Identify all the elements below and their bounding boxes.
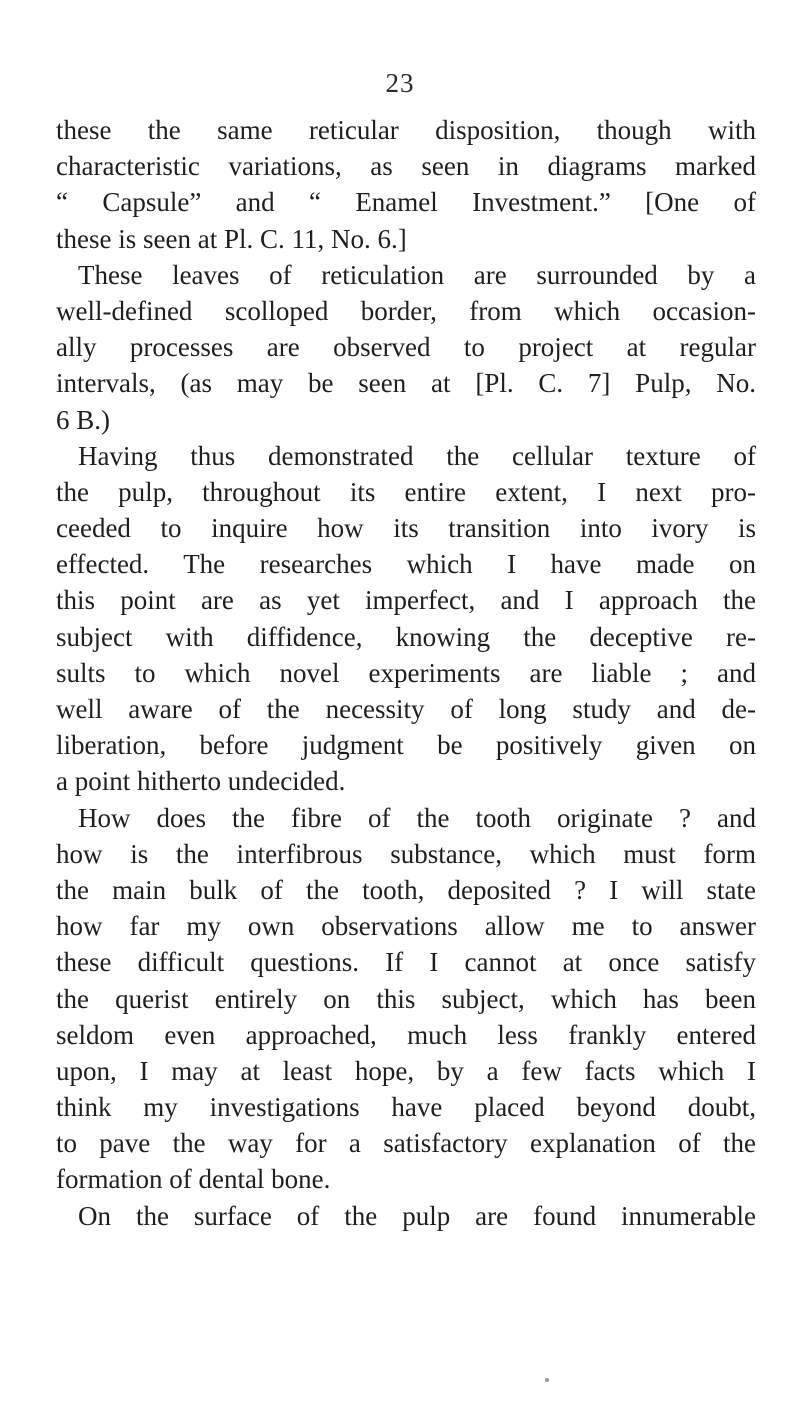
text-line: this point are as yet imperfect, and I approach the <box>56 585 756 616</box>
text-line: seldom even approached, much less frankly entered <box>56 1019 756 1050</box>
text-line: ceeded to inquire how its transition into ivory is <box>56 513 756 544</box>
text-line: these is seen at Pl. C. 11, No. 6.] <box>56 223 407 254</box>
text-line: These leaves of reticulation are surrounded by a <box>78 259 756 290</box>
text-line: subject with diffidence, knowing the deceptive re- <box>56 621 756 652</box>
text-line: how far my own observations allow me to answer <box>56 911 756 942</box>
text-line: “ Capsule” and “ Enamel Investment.” [One of <box>56 187 756 218</box>
text-line: sults to which novel experiments are liable ; and <box>56 657 756 688</box>
text-line: On the surface of the pulp are found innumerable <box>78 1200 756 1231</box>
text-line: these difficult questions. If I cannot at once satisfy <box>56 947 756 978</box>
text-line: intervals, (as may be seen at [Pl. C. 7] Pulp, No. <box>56 368 756 399</box>
text-line: formation of dental bone. <box>56 1164 331 1195</box>
text-line: think my investigations have placed beyond doubt, <box>56 1092 756 1123</box>
text-line: upon, I may at least hope, by a few facts which I <box>56 1055 756 1086</box>
print-speck <box>545 1378 549 1382</box>
text-line: the querist entirely on this subject, which has been <box>56 983 756 1014</box>
text-line: these the same reticular disposition, though with <box>56 115 756 145</box>
text-line: how is the interfibrous substance, which must form <box>56 838 756 869</box>
text-line: effected. The researches which I have made on <box>56 549 756 580</box>
text-line: a point hitherto undecided. <box>56 766 346 797</box>
text-line: ally processes are observed to project at regular <box>56 332 756 363</box>
text-line: the main bulk of the tooth, deposited ? I will state <box>56 874 756 905</box>
text-line: well aware of the necessity of long study and de- <box>56 694 756 724</box>
text-line: 6 B.) <box>56 404 110 435</box>
text-line: the pulp, throughout its entire extent, I next pro- <box>56 476 756 507</box>
page-number: 23 <box>385 68 415 98</box>
text-line: Having thus demonstrated the cellular texture of <box>78 440 756 471</box>
text-line: characteristic variations, as seen in diagrams marked <box>56 151 756 182</box>
text-line: liberation, before judgment be positively given on <box>56 730 756 761</box>
text-line: well-defined scolloped border, from which occasion- <box>56 295 756 326</box>
text-line: How does the fibre of the tooth originate ? and <box>78 802 756 833</box>
body-text <box>56 112 756 1234</box>
text-line: to pave the way for a satisfactory explanation of the <box>56 1128 756 1159</box>
